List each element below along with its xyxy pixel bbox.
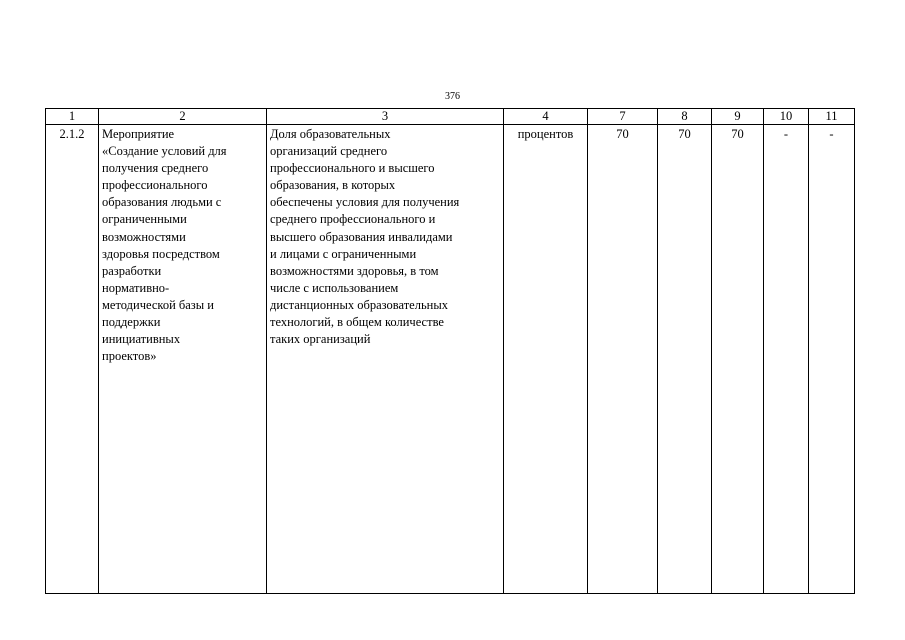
row-indicator: Доля образовательных организаций среднего профессионального и высшего образования, в которых обеспечены условия для получения среднего профессионального и высшего образования инвалидами и лицами с ограниченными возможностями здоровья, в том числе с использованием дистанционных образовательных технологий, в общем количестве таких организаций: [267, 125, 504, 594]
page-number: 376: [445, 91, 460, 102]
header-col-4: 4: [504, 109, 588, 125]
header-col-10: 10: [764, 109, 809, 125]
table-header-row: [46, 109, 855, 125]
row-value-col10: -: [764, 125, 809, 594]
header-col-7: 7: [588, 109, 658, 125]
row-value-col11: -: [809, 125, 855, 594]
indicator-table: [45, 108, 855, 594]
header-col-11: 11: [809, 109, 855, 125]
header-col-3: 3: [267, 109, 504, 125]
row-code: 2.1.2: [46, 125, 99, 594]
table-row: [46, 125, 855, 594]
row-unit: процентов: [504, 125, 588, 594]
header-col-8: 8: [658, 109, 712, 125]
row-value-col8: 70: [658, 125, 712, 594]
header-col-9: 9: [712, 109, 764, 125]
row-value-col7: 70: [588, 125, 658, 594]
header-col-1: 1: [46, 109, 99, 125]
row-event: Мероприятие «Создание условий для получения среднего профессионального образования людьми с ограниченными возможностями здоровья посредством разработки нормативно- методической базы и поддержки инициативных проектов»: [99, 125, 267, 594]
header-col-2: 2: [99, 109, 267, 125]
row-value-col9: 70: [712, 125, 764, 594]
